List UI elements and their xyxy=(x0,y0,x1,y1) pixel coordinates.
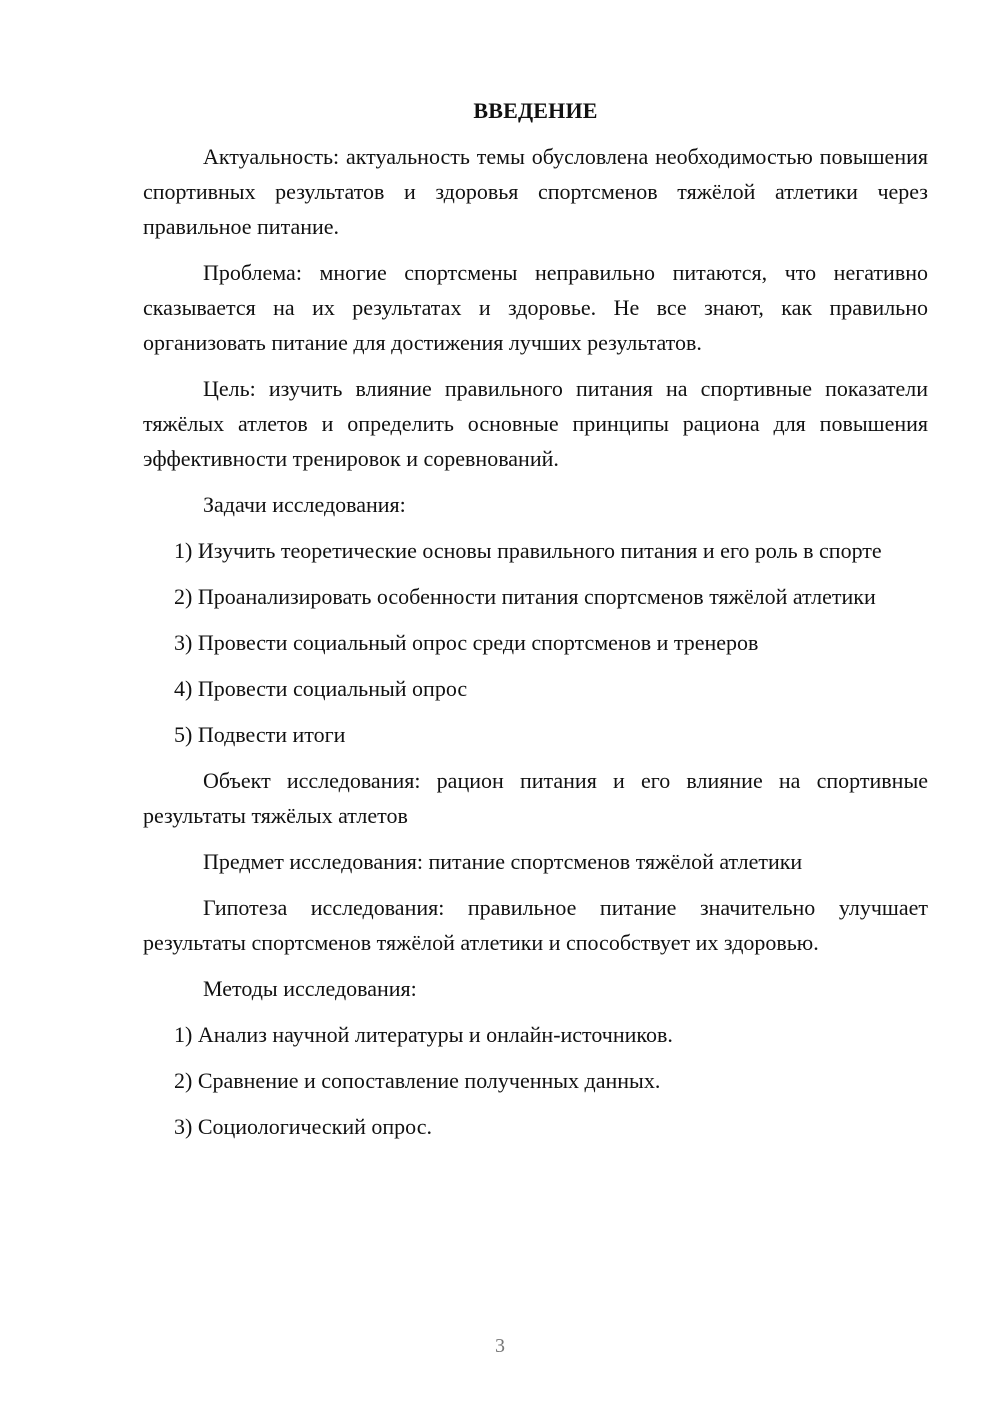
page-content xyxy=(143,93,928,1155)
problem-paragraph: Проблема: многие спортсмены неправильно питаются, что негативно сказывается на их результатах и здоровье. Не все знают, как правильно организовать питание для достижения лучших результатов. xyxy=(143,260,928,355)
subject-paragraph: Предмет исследования: питание спортсменов тяжёлой атлетики xyxy=(203,849,803,874)
page-title: ВВЕДЕНИЕ xyxy=(473,98,598,123)
method-item-1: 1) Анализ научной литературы и онлайн-источников. xyxy=(174,1022,673,1047)
task-item-1: 1) Изучить теоретические основы правильного питания и его роль в спорте xyxy=(174,538,882,563)
hypothesis-paragraph: Гипотеза исследования: правильное питание значительно улучшает результаты спортсменов тяжёлой атлетики и способствует их здоровью. xyxy=(143,895,928,955)
task-item-2: 2) Проанализировать особенности питания спортсменов тяжёлой атлетики xyxy=(174,584,876,609)
relevance-paragraph: Актуальность: актуальность темы обусловлена необходимостью повышения спортивных результатов и здоровья спортсменов тяжёлой атлетики через правильное питание. xyxy=(143,144,928,239)
page-number: 3 xyxy=(495,1335,505,1357)
task-item-5: 5) Подвести итоги xyxy=(174,722,346,747)
method-item-2: 2) Сравнение и сопоставление полученных данных. xyxy=(174,1068,661,1093)
tasks-heading: Задачи исследования: xyxy=(203,492,406,517)
object-paragraph: Объект исследования: рацион питания и его влияние на спортивные результаты тяжёлых атлетов xyxy=(143,768,928,828)
methods-heading: Методы исследования: xyxy=(203,976,417,1001)
task-item-4: 4) Провести социальный опрос xyxy=(174,676,468,701)
goal-paragraph: Цель: изучить влияние правильного питания на спортивные показатели тяжёлых атлетов и определить основные принципы рациона для повышения эффективности тренировок и соревнований. xyxy=(143,376,928,471)
method-item-3: 3) Социологический опрос. xyxy=(174,1114,432,1139)
task-item-3: 3) Провести социальный опрос среди спортсменов и тренеров xyxy=(174,630,759,655)
